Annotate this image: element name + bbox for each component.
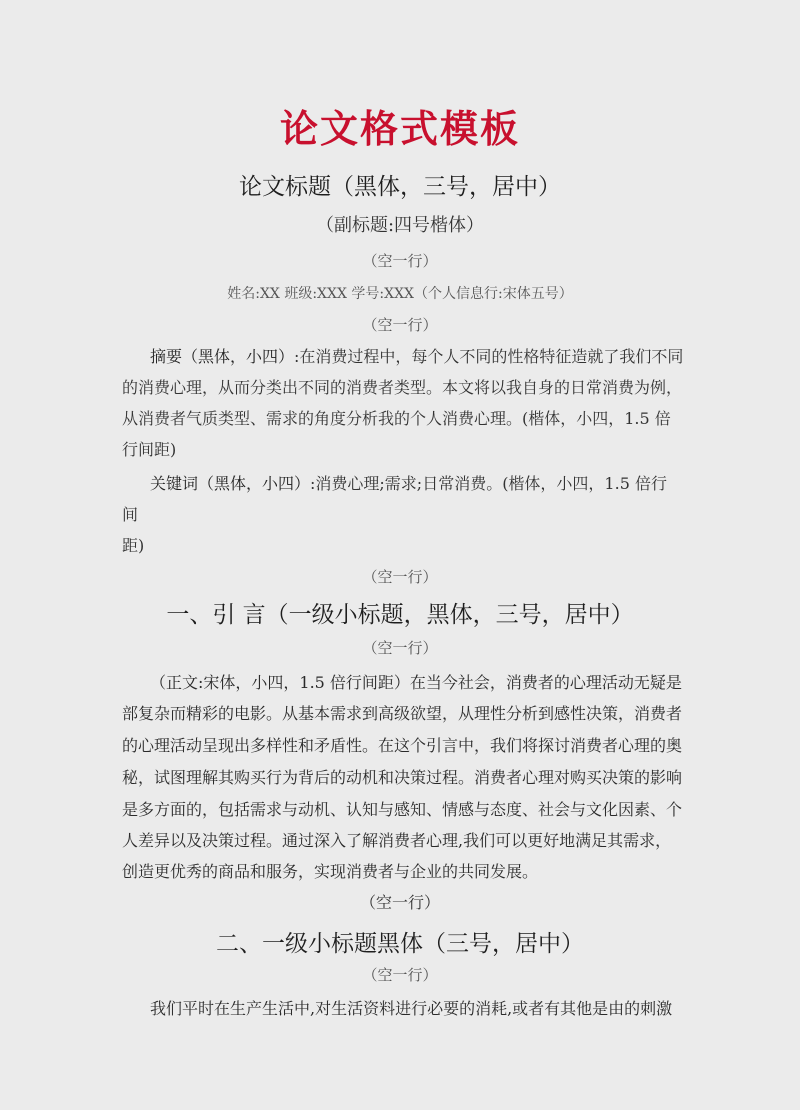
keywords-first-line [150, 471, 667, 494]
body-text-line: 的心理活动呈现出多样性和矛盾性。在这个引言中，我们将探讨消费者心理的奥 [122, 736, 683, 755]
body-text-line: 部复杂而精彩的电影。从基本需求到高级欲望，从理性分析到感性决策，消费者 [122, 704, 683, 723]
paper-title: 论文标题（黑体，三号，居中） [239, 174, 561, 200]
keywords-text: 距) [122, 536, 145, 555]
abstract-text: 的消费心理，从而分类出不同的消费者类型。本文将以我自身的日常消费为例， [122, 378, 683, 397]
paper-subtitle: （副标题:四号楷体） [315, 215, 485, 236]
blank-line-note: （空一行） [359, 893, 440, 912]
section-heading: 二、一级小标题黑体（三号，居中） [216, 931, 584, 957]
blank-line-note: （空一行） [362, 252, 438, 270]
body-text-line: 人差异以及决策过程。通过深入了解消费者心理,我们可以更好地满足其需求， [122, 831, 672, 850]
body-text-line: （正文:宋体，小四，1.5 倍行间距）在当今社会，消费者的心理活动无疑是 [150, 673, 682, 692]
body-text-line: 创造更优秀的商品和服务，实现消费者与企业的共同发展。 [122, 862, 539, 881]
keywords-label: 关键词（黑体，小四） [150, 474, 311, 493]
blank-line-note: （空一行） [362, 966, 438, 984]
abstract-text: 从消费者气质类型、需求的角度分析我的个人消费心理。(楷体，小四，1.5 倍 [122, 409, 671, 428]
blank-line-note: （空一行） [362, 568, 438, 586]
abstract-label: 摘要（黑体，小四） [150, 347, 295, 366]
keywords-text: 间 [122, 505, 139, 524]
blank-line-note: （空一行） [362, 316, 438, 334]
body-text-line: 是多方面的，包括需求与动机、认知与感知、情感与态度、社会与文化因素、个 [122, 800, 683, 819]
abstract-text: :在消费过程中，每个人不同的性格特征造就了我们不同 [294, 347, 684, 366]
personal-info-line: 姓名:XX 班级:XXX 学号:XXX（个人信息行:宋体五号） [227, 286, 573, 302]
section-heading: 一、引 言（一级小标题，黑体，三号，居中） [166, 602, 634, 628]
keywords-text: :消费心理;需求;日常消费。(楷体，小四，1.5 倍行 [310, 474, 667, 493]
body-text-line: 秘，试图理解其购买行为背后的动机和决策过程。消费者心理对购买决策的影响 [122, 768, 683, 787]
template-title: 论文格式模板 [279, 106, 520, 151]
abstract-first-line [150, 344, 683, 367]
abstract-text: 行间距) [122, 440, 177, 459]
body-text-line: 我们平时在生产生活中,对生活资料进行必要的消耗,或者有其他是由的刺激 [150, 999, 673, 1018]
blank-line-note: （空一行） [362, 639, 438, 657]
